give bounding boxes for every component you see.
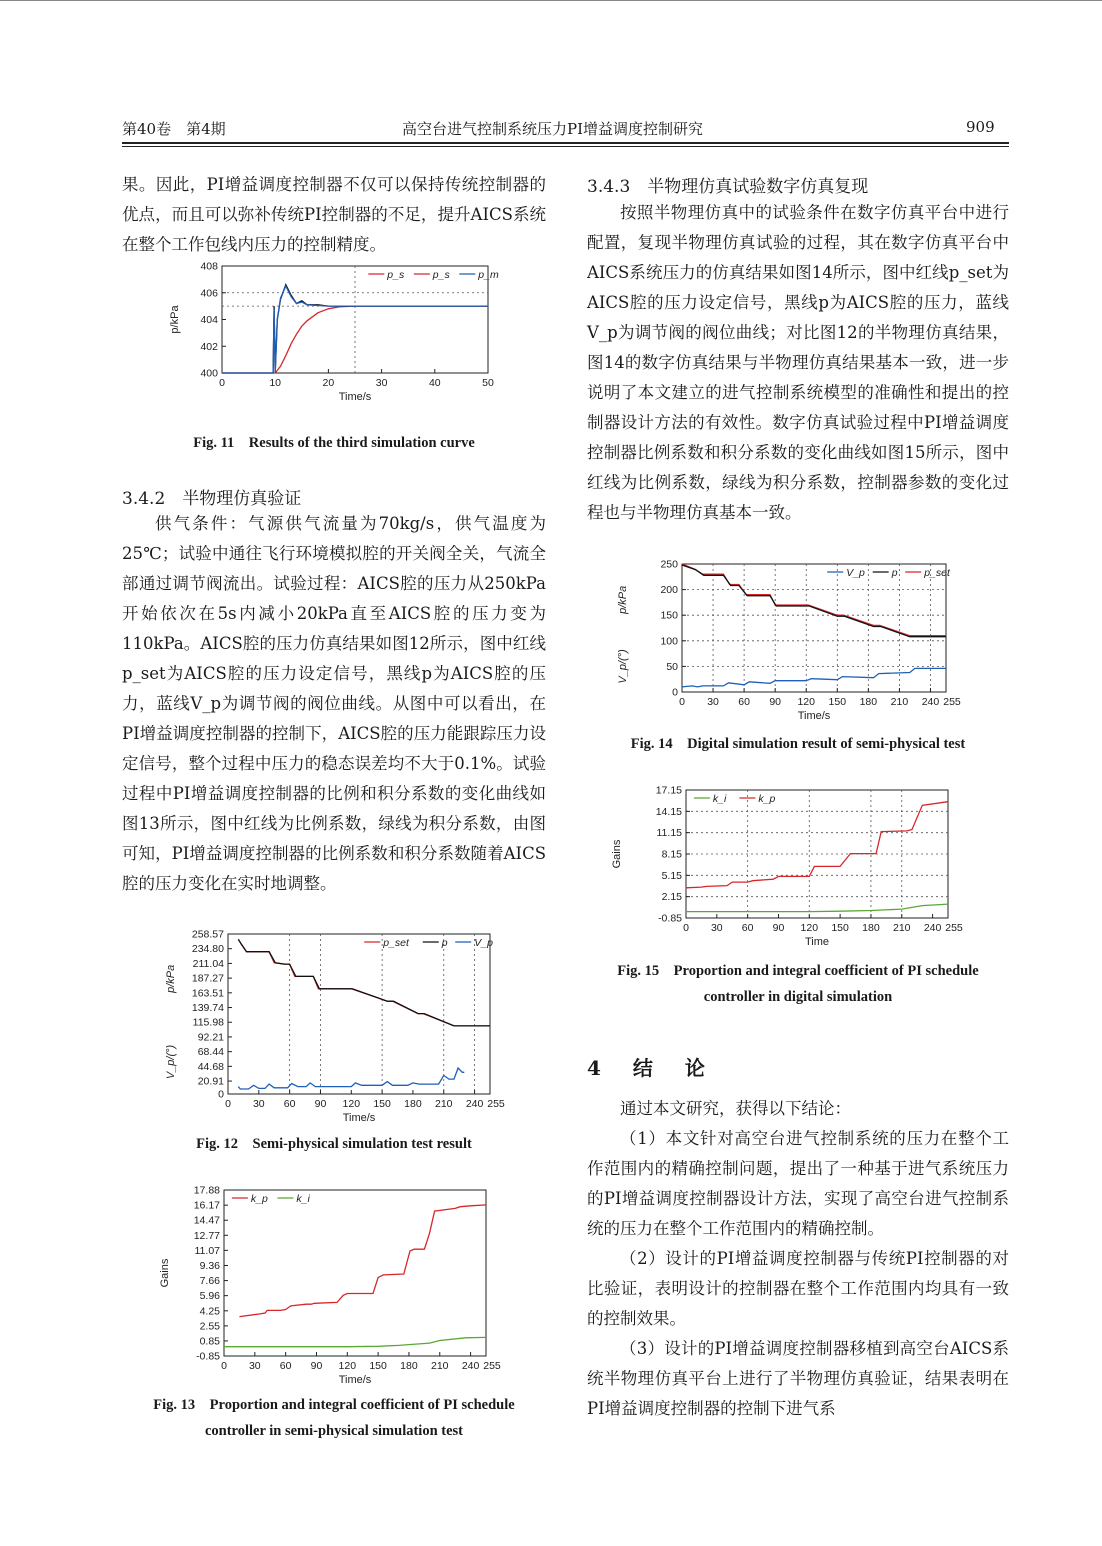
fig12-caption: Fig. 12 Semi-physical simulation test result xyxy=(196,1136,472,1152)
fig14-legend-label: V_p xyxy=(846,567,865,579)
fig14-xtick-label: 210 xyxy=(890,696,909,708)
fig15-ylabel: Gains xyxy=(611,839,623,869)
fig13-ytick-label: 9.36 xyxy=(199,1260,220,1273)
fig12-xtick-label: 240 xyxy=(465,1098,484,1110)
fig13-ytick-label: 7.66 xyxy=(199,1275,220,1288)
fig15-ytick-label: 5.15 xyxy=(661,869,682,882)
fig12-ytick-label: 0 xyxy=(218,1088,224,1101)
fig15-caption-line1: Fig. 15 Proportion and integral coefficient of PI schedule xyxy=(617,963,979,979)
fig12-ytick-label: 68.44 xyxy=(197,1046,224,1059)
fig13-ylabel: Gains xyxy=(159,1258,171,1288)
journal-volume: 第40卷 第4期 xyxy=(122,120,226,138)
fig15-legend-label: k_p xyxy=(758,793,776,805)
fig13-xlabel: Time/s xyxy=(338,1374,372,1386)
fig11-xtick-label: 20 xyxy=(322,377,335,389)
fig13-ytick-label: 16.17 xyxy=(193,1199,220,1212)
fig14-ylabel-bottom: V_p/(°) xyxy=(617,649,629,684)
fig15-series-k_p-line xyxy=(686,802,948,888)
fig15-ytick-label: 8.15 xyxy=(661,848,682,861)
fig14-ytick-label: 250 xyxy=(660,558,678,571)
fig12-legend-label: V_p xyxy=(474,937,493,949)
fig13-legend-label: k_i xyxy=(296,1193,310,1205)
fig11-xtick-label: 50 xyxy=(482,377,494,389)
fig12-legend-label: p_set xyxy=(383,937,409,949)
fig12-xtick-label: 30 xyxy=(252,1098,265,1110)
fig12-chart xyxy=(160,930,510,1130)
fig15-ytick-label: 17.15 xyxy=(655,784,682,797)
fig14-xtick-label: 0 xyxy=(679,696,685,708)
fig13-xtick-label: 0 xyxy=(221,1360,227,1372)
conclusion-body: 通过本文研究，获得以下结论： （1）本文针对高空台进气控制系统的压力在整个工作范围内的精确控制问题，提出了一种基于进气系统压力的PI增益调度控制器设计方法，实现了高空台进气控制系统的压力在整个工作范围内的精确控制。 （2）设计的PI增益调度控制器与传统PI控制器的对比验证，表明设计的控制器在整个工作范围内均具有一致的控制效果。 （3）设计的PI增益调度控制器移植到高空台AICS系统半物理仿真平台上进行了半物理仿真验证，结果表明在PI增益调度控制器的控制下进气系 xyxy=(587,1099,1009,1418)
fig11-ytick-label: 406 xyxy=(200,287,218,300)
fig12-ytick-label: 187.27 xyxy=(191,972,224,985)
fig13-legend-label: k_p xyxy=(250,1193,268,1205)
header-rule xyxy=(122,142,1009,144)
fig15-xtick-label: 120 xyxy=(800,922,819,934)
fig14-legend-label: p_set xyxy=(924,567,950,579)
fig12-series-p-line xyxy=(238,939,490,1026)
fig13-xtick-label: 120 xyxy=(338,1360,357,1372)
fig11-xlabel: Time/s xyxy=(338,391,372,403)
top-border xyxy=(0,0,1102,1)
fig15-legend-label: k_i xyxy=(712,793,727,805)
fig12-ylabel-top: p/kPa xyxy=(165,964,177,993)
section-3-4-3-body: 按照半物理仿真中的试验条件在数字仿真平台中进行配置，复现半物理仿真试验的过程，其在数字仿真平台中AICS系统压力的仿真结果如图14所示，图中红线p_set为AICS腔的压力设定信号，黑线p为AICS腔的压力，蓝线V_p为调节阀的阀位曲线；对比图12的半物理仿真结果，图14的数字仿真结果与半物理仿真结果基本一致，进一步说明了本文建立的进气控制系统模型的准确性和提出的控制器设计方法的有效性。数字仿真试验过程中PI增益调度控制器比例系数和积分系数的变化曲线如图15所示，图中红线为比例系数，绿线为积分系数，控制器参数的变化过程也与半物理仿真基本一致。 xyxy=(587,203,1009,522)
fig14-ytick-label: 200 xyxy=(660,584,678,597)
fig12-xlabel: Time/s xyxy=(342,1112,376,1124)
fig13-series-k_p-line xyxy=(239,1205,486,1317)
section-3-4-2-heading: 3.4.2 半物理仿真验证 xyxy=(122,489,302,509)
fig12-xtick-label: 60 xyxy=(283,1098,296,1110)
fig12-ytick-label: 92.21 xyxy=(197,1031,224,1044)
left-top-paragraph: 果。因此，PI增益调度控制器不仅可以保持传统控制器的优点，而且可以弥补传统PI控制器的不足，提升AICS系统在整个工作包线内压力的控制精度。 xyxy=(122,175,546,254)
fig12-ytick-label: 115.98 xyxy=(192,1016,224,1029)
fig11-xtick-label: 40 xyxy=(428,377,441,389)
running-title: 高空台进气控制系统压力PI增益调度控制研究 xyxy=(402,120,704,138)
fig15-xtick-label: 0 xyxy=(683,922,689,934)
fig15-ytick-label: 14.15 xyxy=(655,805,682,818)
fig11-legend-label: p_s xyxy=(387,269,405,281)
fig11-xtick-label: 0 xyxy=(219,377,225,389)
fig14-caption: Fig. 14 Digital simulation result of semi-physical test xyxy=(630,736,966,752)
section-3-4-2-body: 供气条件：气源供气流量为70kg/s，供气温度为25℃；试验中通往飞行环境模拟腔的开关阀全关，气流全部通过调节阀流出。试验过程：AICS腔的压力从250kPa开始依次在5s内减小20kPa直至AICS腔的压力变为110kPa。AICS腔的压力仿真结果如图12所示，图中红线p_set为AICS腔的压力设定信号，黑线p为AICS腔的压力，蓝线V_p为调节阀的阀位曲线。从图中可以看出，在PI增益调度控制器的控制下，AICS腔的压力能跟踪压力设定信号，整个过程中压力的稳态误差均不大于0.1%。试验过程中PI增益调度控制器的比例和积分系数的变化曲线如图13所示，图中红线为比例系数，绿线为积分系数，由图可知，PI增益调度控制器的比例系数和积分系数随着AICS腔的压力变化在实时地调整。 xyxy=(122,514,546,893)
fig14-chart xyxy=(612,560,972,728)
fig12-ytick-label: 258.57 xyxy=(191,928,224,941)
fig15-xlabel: Time xyxy=(804,936,830,948)
fig11-xtick-label: 30 xyxy=(375,377,388,389)
fig13-xtick-label: 60 xyxy=(279,1360,292,1372)
fig14-xlabel: Time/s xyxy=(797,710,831,722)
fig14-ytick-label: 0 xyxy=(672,686,678,699)
fig15-chart xyxy=(612,786,972,954)
fig11-ytick-label: 402 xyxy=(200,340,218,353)
page-number: 909 xyxy=(966,118,995,136)
fig14-xtick-label: 240 xyxy=(921,696,940,708)
fig13-ytick-label: -0.85 xyxy=(196,1350,220,1363)
header-rule-thin xyxy=(122,146,1009,147)
fig11-ytick-label: 408 xyxy=(200,260,218,273)
fig11-legend-label: p_m xyxy=(478,269,499,281)
fig13-xtick-label: 90 xyxy=(310,1360,323,1372)
fig13-caption-line1: Fig. 13 Proportion and integral coefficient of PI schedule xyxy=(153,1397,515,1413)
fig13-ytick-label: 0.85 xyxy=(199,1335,220,1348)
fig15-ytick-label: 2.15 xyxy=(661,891,682,904)
fig11-legend-label: p_s xyxy=(432,269,450,281)
fig12-xtick-label: 0 xyxy=(225,1098,231,1110)
fig15-xtick-label: 150 xyxy=(831,922,849,934)
fig11-xtick-label: 10 xyxy=(269,377,282,389)
fig12-ylabel-bottom: V_p/(°) xyxy=(165,1044,177,1080)
fig14-legend-label: p xyxy=(891,567,898,579)
fig12-xtick-label: 150 xyxy=(373,1098,391,1110)
fig11-caption: Fig. 11 Results of the third simulation curve xyxy=(193,435,475,451)
conclusion-heading: 4 结 论 xyxy=(587,1056,711,1080)
fig15-caption-line2: controller in digital simulation xyxy=(703,989,893,1005)
fig15-xtick-label: 90 xyxy=(772,922,785,934)
fig12-ytick-label: 234.80 xyxy=(191,943,224,956)
fig12-xtick-label: 120 xyxy=(342,1098,361,1110)
fig13-plot-frame xyxy=(224,1190,486,1356)
fig11-series-p_m-line xyxy=(222,286,488,373)
fig12-series-p_set-line xyxy=(238,939,490,1026)
fig13-xtick-label: 210 xyxy=(430,1360,449,1372)
fig14-xtick-label: 90 xyxy=(769,696,782,708)
fig15-series-k_i-line xyxy=(686,904,948,912)
fig15-xtick-label: 60 xyxy=(741,922,754,934)
section-3-4-3-heading: 3.4.3 半物理仿真试验数字仿真复现 xyxy=(587,177,869,197)
fig12-ytick-label: 163.51 xyxy=(191,987,224,1000)
fig11-ylabel: p/kPa xyxy=(169,305,181,334)
fig12-plot-frame xyxy=(228,934,490,1094)
fig13-xtick-label: 255 xyxy=(483,1360,501,1372)
fig13-series-k_i-line xyxy=(224,1337,486,1346)
fig15-xtick-label: 240 xyxy=(923,922,942,934)
fig14-xtick-label: 30 xyxy=(707,696,719,708)
fig14-ylabel-top: p/kPa xyxy=(617,585,629,614)
fig14-series-V_p-line xyxy=(682,668,946,687)
fig14-ytick-label: 100 xyxy=(660,635,678,648)
fig13-ytick-label: 12.77 xyxy=(193,1229,220,1242)
fig11-chart xyxy=(170,258,500,428)
fig12-ytick-label: 20.91 xyxy=(197,1075,224,1088)
fig12-legend-label: p xyxy=(441,937,448,949)
fig12-xtick-label: 210 xyxy=(434,1098,453,1110)
fig13-ytick-label: 17.88 xyxy=(193,1184,220,1197)
fig15-xtick-label: 30 xyxy=(710,922,723,934)
fig15-ytick-label: 11.15 xyxy=(656,827,682,840)
fig14-xtick-label: 150 xyxy=(828,696,847,708)
fig13-xtick-label: 180 xyxy=(400,1360,418,1372)
fig13-chart xyxy=(160,1186,510,1391)
fig13-xtick-label: 150 xyxy=(369,1360,387,1372)
fig14-xtick-label: 60 xyxy=(738,696,750,708)
fig12-series-V_p-line xyxy=(238,1068,464,1089)
fig14-series-p-line xyxy=(682,565,946,637)
fig12-ytick-label: 139.74 xyxy=(191,1002,224,1015)
fig12-xtick-label: 255 xyxy=(487,1098,505,1110)
fig13-ytick-label: 2.55 xyxy=(199,1320,220,1333)
fig15-xtick-label: 210 xyxy=(892,922,911,934)
fig14-ytick-label: 50 xyxy=(666,660,678,673)
fig13-xtick-label: 240 xyxy=(461,1360,480,1372)
fig14-xtick-label: 180 xyxy=(859,696,878,708)
fig15-xtick-label: 255 xyxy=(945,922,963,934)
fig14-ytick-label: 150 xyxy=(660,609,678,622)
fig13-caption-line2: controller in semi-physical simulation test xyxy=(204,1423,464,1439)
fig12-ytick-label: 44.68 xyxy=(197,1060,224,1073)
fig13-ytick-label: 14.47 xyxy=(193,1214,220,1227)
fig14-xtick-label: 255 xyxy=(943,696,961,708)
fig13-xtick-label: 30 xyxy=(248,1360,261,1372)
fig14-xtick-label: 120 xyxy=(797,696,816,708)
fig15-ytick-label: -0.85 xyxy=(658,912,682,925)
fig11-ytick-label: 404 xyxy=(200,314,218,326)
fig12-xtick-label: 90 xyxy=(314,1098,327,1110)
fig12-ytick-label: 211.04 xyxy=(192,957,224,970)
fig12-xtick-label: 180 xyxy=(404,1098,422,1110)
fig11-ytick-label: 400 xyxy=(200,367,218,380)
fig13-ytick-label: 11.07 xyxy=(194,1244,220,1257)
fig13-ytick-label: 5.96 xyxy=(199,1290,220,1303)
fig13-ytick-label: 4.25 xyxy=(199,1305,220,1318)
fig15-xtick-label: 180 xyxy=(862,922,880,934)
